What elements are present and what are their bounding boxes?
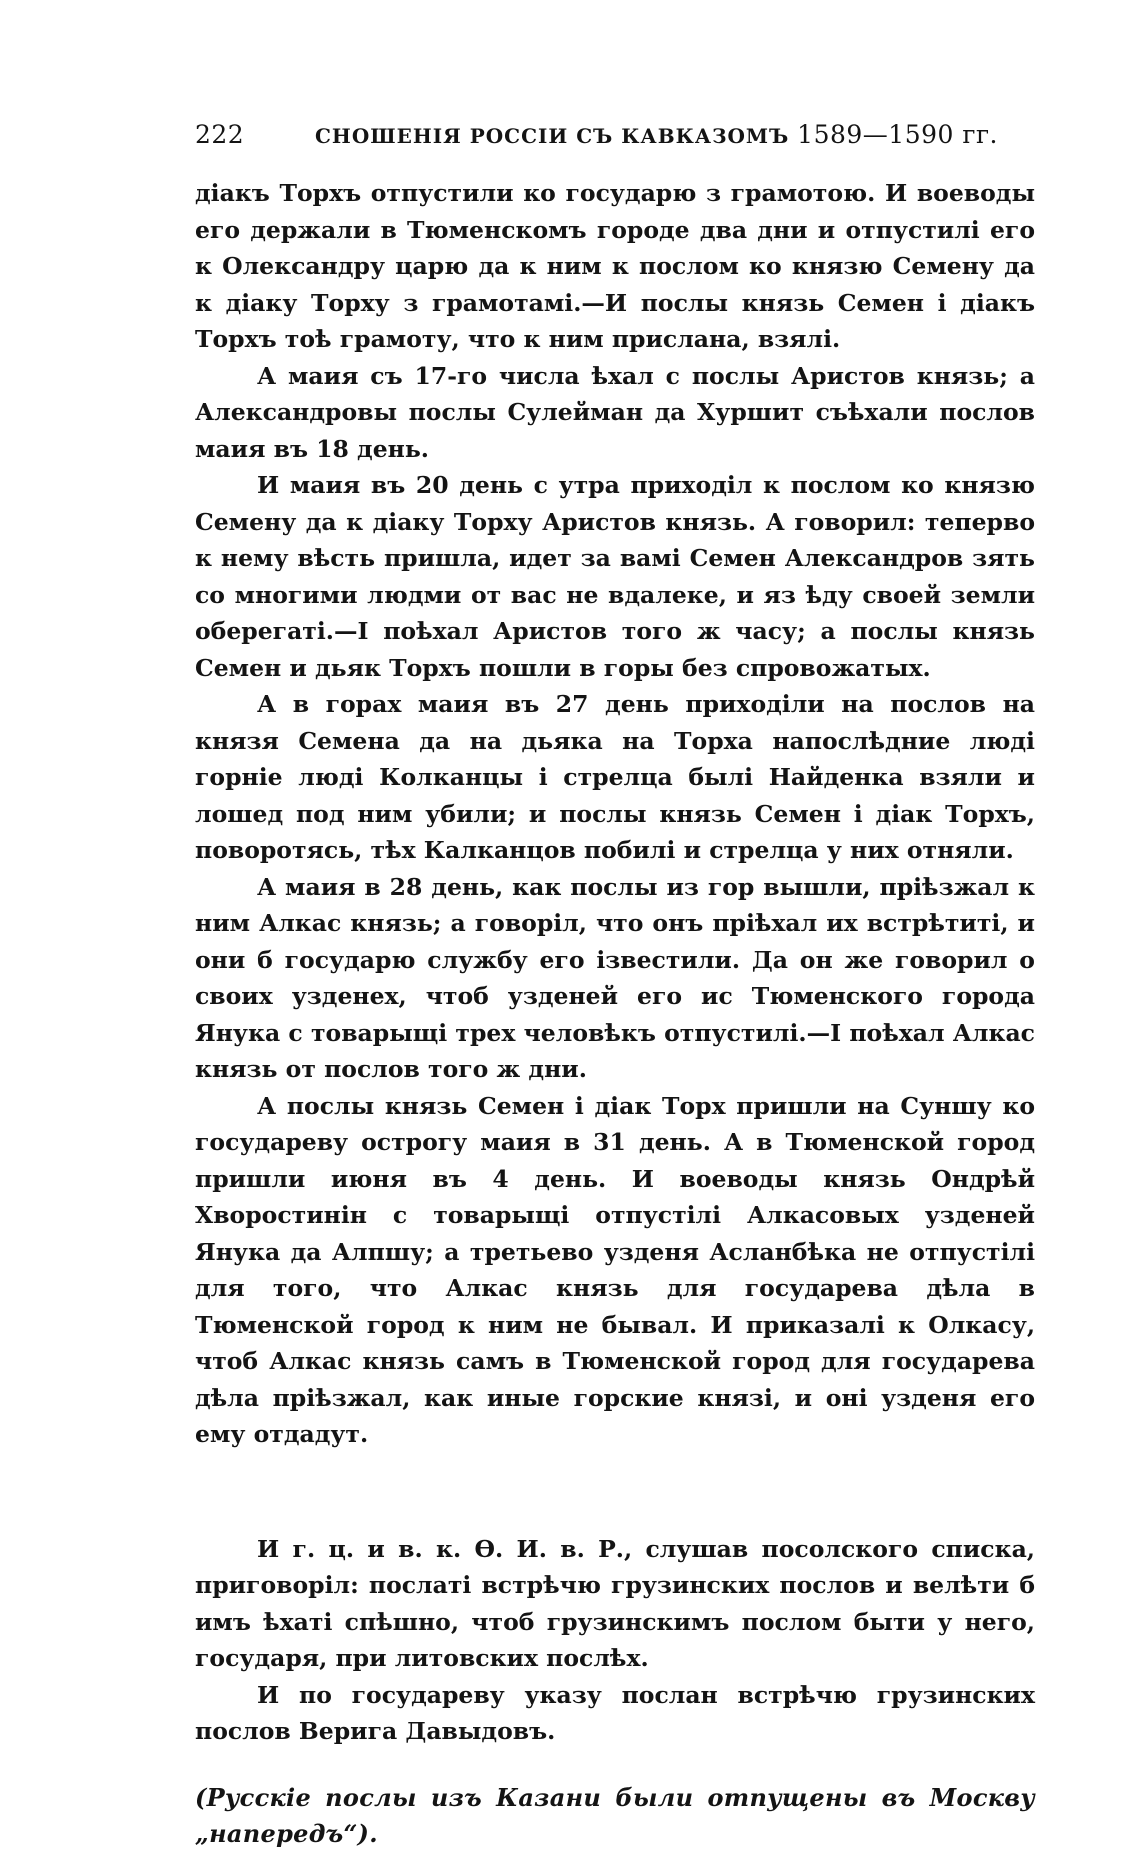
document-page bbox=[195, 120, 1035, 1853]
section-gap bbox=[195, 1453, 1035, 1531]
running-title bbox=[315, 120, 1035, 149]
paragraph: А послы князь Семен і діак Торх пришли на Суншу ко государеву острогу маия в 31 день. А в Тюменской город пришли июня въ 4 день. И воеводы князь Ондрѣй Хворостинін с товарыщі отпустілі Алкасовых узденей Янука да Алпшу; а третьево узденя Асланбѣка не отпустілі для того, что Алкас князь для государева дѣла в Тюменской город к ним не бывал. И приказалі к Олкасу, чтоб Алкас князь самъ в Тюменской город для государева дѣла пріѣзжал, как иные горские князі, и оні узденя его ему отдадут. bbox=[195, 1091, 1035, 1448]
editorial-note: (Русскіе послы изъ Казани были отпущены въ Москву „напередъ“). bbox=[195, 1782, 1035, 1848]
paragraph: діакъ Торхъ отпустили ко государю з грамотою. И воеводы его держали в Тюменскомъ городе два дни и отпустилі его к Олександру царю да к ним к послом ко князю Семену да к діаку Торху з грамотамі.—И послы князь Семен і діакъ Торхъ тоѣ грамоту, что к ним прислана, взялі. bbox=[195, 179, 1035, 353]
paragraph: А маия съ 17-го числа ѣхал с послы Аристов князь; а Александровы послы Сулейман да Хуршит съѣхали послов маия въ 18 день. bbox=[195, 361, 1035, 463]
paragraph: А маия в 28 день, как послы из гор вышли, пріѣзжал к ним Алкас князь; а говоріл, что онъ пріѣхал их встрѣтиті, и они б государю службу его ізвестили. Да он же говорил о своих узденех, чтоб узденей его ис Тюменского города Янука с товарыщі трех человѣкъ отпустилі.—І поѣхал Алкас князь от послов того ж дни. bbox=[195, 872, 1035, 1083]
paragraph: И маия въ 20 день с утра приходіл к послом ко князю Семену да к діаку Торху Аристов князь. А говорил: теперво к нему вѣсть пришла, идет за вамі Семен Александров зять со многими людми от вас не вдалеке, и яз ѣду своей земли оберегаті.—І поѣхал Аристов того ж часу; а послы князь Семен и дьяк Торхъ пошли в горы без спровожатых. bbox=[195, 471, 1035, 682]
running-title-text: СНОШЕНІЯ РОССІИ СЪ КАВКАЗОМЪ bbox=[315, 124, 790, 148]
running-title-years: 1589—1590 гг. bbox=[797, 120, 999, 149]
paragraph: И по государеву указу послан встрѣчю грузинских послов Верига Давыдовъ. bbox=[195, 1680, 1035, 1745]
paragraph: И г. ц. и в. к. Ѳ. И. в. Р., слушав посолского списка, приговоріл: послаті встрѣчю грузинских послов и велѣти б имъ ѣхаті спѣшно, чтоб грузинскимъ послом быти у него, государя, при литовских послѣх. bbox=[195, 1534, 1035, 1672]
page-number: 222 bbox=[195, 120, 245, 149]
paragraph: А в горах маия въ 27 день приходіли на послов на князя Семена да на дьяка на Торха напослѣдние люді горніе люді Колканцы і стрелца былі Найденка взяли и лошед под ним убили; и послы князь Семен і діак Торхъ, поворотясь, тѣх Калканцов побилі и стрелца у них отняли. bbox=[195, 690, 1035, 864]
page-header bbox=[195, 120, 1035, 149]
